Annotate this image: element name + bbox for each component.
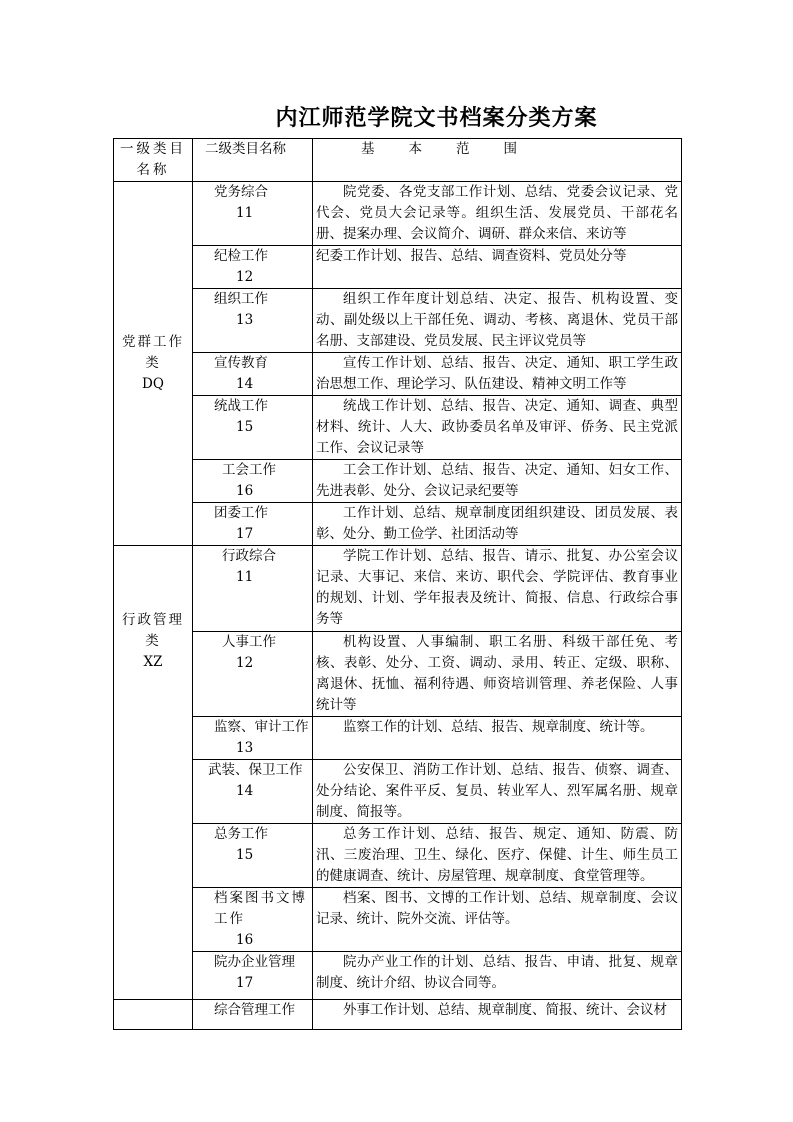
header-scope: 基本范围 bbox=[313, 139, 682, 182]
table-row bbox=[114, 824, 682, 888]
scope-text: 院办产业工作的计划、总结、报告、申请、批复、规章制度、统计介绍、协议合同等。 bbox=[316, 954, 678, 991]
subcategory-name: 党务综合 bbox=[214, 184, 268, 200]
subcategory-cell bbox=[193, 353, 313, 396]
scope-cell bbox=[313, 503, 682, 546]
subcategory-cell bbox=[193, 760, 313, 824]
category-code: DQ bbox=[142, 376, 164, 392]
scope-text: 总务工作计划、总结、报告、规定、通知、防震、防汛、三废治理、卫生、绿化、医疗、保健、计生、师生员工的健康调查、统计、房屋管理、规章制度、食堂管理等。 bbox=[316, 826, 678, 884]
scope-cell bbox=[313, 289, 682, 353]
subcategory-code: 17 bbox=[236, 975, 254, 991]
table-row bbox=[114, 246, 682, 289]
subcategory-cell bbox=[193, 289, 313, 353]
subcategory-name: 监察、审计工作 bbox=[214, 719, 309, 735]
table-row bbox=[114, 888, 682, 952]
scope-text: 院党委、各党支部工作计划、总结、党委会议记录、党代会、党员大会记录等。组织生活、发展党员、干部花名册、提案办理、会议简介、调研、群众来信、来访等 bbox=[316, 184, 678, 242]
scope-text: 工会工作计划、总结、报告、决定、通知、妇女工作、先进表彰、处分、会议记录纪要等 bbox=[316, 462, 678, 499]
scope-text: 监察工作的计划、总结、报告、规章制度、统计等。 bbox=[343, 719, 654, 735]
category-cell bbox=[114, 546, 193, 1000]
table-row bbox=[114, 503, 682, 546]
scope-cell bbox=[313, 246, 682, 289]
table-row bbox=[114, 952, 682, 1000]
subcategory-cell bbox=[193, 1000, 313, 1030]
subcategory-name: 总务工作 bbox=[214, 826, 268, 842]
subcategory-name: 团委工作 bbox=[214, 505, 268, 521]
scope-text: 纪委工作计划、报告、总结、调查资料、党员处分等 bbox=[316, 248, 627, 264]
table-row bbox=[114, 353, 682, 396]
subcategory-cell bbox=[193, 503, 313, 546]
table-row bbox=[114, 717, 682, 760]
category-name: 行政管理类 bbox=[122, 612, 184, 649]
subcategory-code: 12 bbox=[236, 655, 254, 671]
subcategory-cell bbox=[193, 546, 313, 632]
subcategory-name: 工会工作 bbox=[222, 462, 276, 478]
subcategory-code: 15 bbox=[236, 847, 254, 863]
subcategory-name: 宣传教育 bbox=[214, 355, 268, 371]
subcategory-cell bbox=[193, 182, 313, 246]
subcategory-cell bbox=[193, 888, 313, 952]
scope-text: 外事工作计划、总结、规章制度、简报、统计、会议材 bbox=[343, 1002, 667, 1018]
subcategory-name: 组织工作 bbox=[214, 291, 268, 307]
scope-cell bbox=[313, 632, 682, 717]
subcategory-cell bbox=[193, 632, 313, 717]
scope-text: 工作计划、总结、规章制度团组织建设、团员发展、表彰、处分、勤工俭学、社团活动等 bbox=[316, 505, 678, 542]
table-row bbox=[114, 546, 682, 632]
table-row bbox=[114, 1000, 682, 1030]
scope-cell bbox=[313, 760, 682, 824]
subcategory-code: 14 bbox=[236, 783, 254, 799]
subcategory-cell bbox=[193, 717, 313, 760]
subcategory-cell bbox=[193, 952, 313, 1000]
scope-text: 学院工作计划、总结、报告、请示、批复、办公室会议记录、大事记、来信、来访、职代会、学院评估、教育事业的规划、计划、学年报表及统计、简报、信息、行政综合事务等 bbox=[316, 548, 678, 627]
scope-cell bbox=[313, 952, 682, 1000]
scope-text: 公安保卫、消防工作计划、总结、报告、侦察、调查、处分结论、案件平反、复员、转业军人、烈军属名册、规章制度、简报等。 bbox=[316, 762, 678, 820]
table-row bbox=[114, 760, 682, 824]
table-row bbox=[114, 460, 682, 503]
category-cell-empty bbox=[114, 1000, 193, 1030]
scope-cell bbox=[313, 396, 682, 460]
subcategory-name: 档案图书文博工作 bbox=[214, 890, 307, 927]
subcategory-cell bbox=[193, 396, 313, 460]
page-title: 内江师范学院文书档案分类方案 bbox=[275, 105, 598, 131]
table-row bbox=[114, 632, 682, 717]
scope-cell bbox=[313, 824, 682, 888]
category-name: 党群工作类 bbox=[122, 334, 184, 371]
subcategory-code: 17 bbox=[236, 526, 254, 542]
classification-table bbox=[113, 138, 682, 1030]
subcategory-cell bbox=[193, 824, 313, 888]
scope-text: 统战工作计划、总结、报告、决定、通知、调查、典型材料、统计、人大、政协委员名单及审评、侨务、民主党派工作、会议记录等 bbox=[316, 398, 678, 456]
subcategory-name: 院办企业管理 bbox=[214, 954, 295, 970]
scope-text: 机构设置、人事编制、职工名册、科级干部任免、考核、表彰、处分、工资、调动、录用、转正、定级、职称、离退休、抚恤、福利待遇、师资培训管理、养老保险、人事统计等 bbox=[316, 634, 678, 713]
subcategory-code: 11 bbox=[236, 569, 254, 585]
subcategory-name: 综合管理工作 bbox=[214, 1002, 295, 1018]
subcategory-code: 15 bbox=[236, 419, 254, 435]
subcategory-cell bbox=[193, 460, 313, 503]
header-level2: 二级类目名称 bbox=[193, 139, 313, 182]
subcategory-name: 纪检工作 bbox=[214, 248, 268, 264]
scope-text: 档案、图书、文博的工作计划、总结、规章制度、会议记录、统计、院外交流、评估等。 bbox=[316, 890, 678, 927]
scope-text: 组织工作年度计划总结、决定、报告、机构设置、变动、副处级以上干部任免、调动、考核、离退休、党员干部名册、支部建设、党员发展、民主评议党员等 bbox=[316, 291, 678, 349]
subcategory-code: 16 bbox=[236, 932, 254, 948]
scope-cell bbox=[313, 717, 682, 760]
scope-cell bbox=[313, 1000, 682, 1030]
subcategory-code: 11 bbox=[236, 205, 254, 221]
header-level1: 一级类目名称 bbox=[114, 139, 193, 182]
header-row bbox=[114, 139, 682, 182]
subcategory-name: 行政综合 bbox=[222, 548, 276, 564]
scope-cell bbox=[313, 182, 682, 246]
subcategory-code: 12 bbox=[236, 269, 254, 285]
subcategory-code: 16 bbox=[236, 483, 254, 499]
subcategory-cell bbox=[193, 246, 313, 289]
table-row bbox=[114, 182, 682, 246]
table-row bbox=[114, 289, 682, 353]
subcategory-code: 13 bbox=[236, 312, 254, 328]
scope-cell bbox=[313, 888, 682, 952]
subcategory-code: 14 bbox=[236, 376, 254, 392]
category-cell bbox=[114, 182, 193, 546]
subcategory-name: 人事工作 bbox=[222, 634, 276, 650]
scope-cell bbox=[313, 546, 682, 632]
scope-cell bbox=[313, 353, 682, 396]
table-row bbox=[114, 396, 682, 460]
scope-cell bbox=[313, 460, 682, 503]
scope-text: 宣传工作计划、总结、报告、决定、通知、职工学生政治思想工作、理论学习、队伍建设、精神文明工作等 bbox=[316, 355, 678, 392]
category-code: XZ bbox=[143, 654, 163, 670]
subcategory-name: 武装、保卫工作 bbox=[208, 762, 303, 778]
subcategory-name: 统战工作 bbox=[214, 398, 268, 414]
subcategory-code: 13 bbox=[236, 740, 254, 756]
